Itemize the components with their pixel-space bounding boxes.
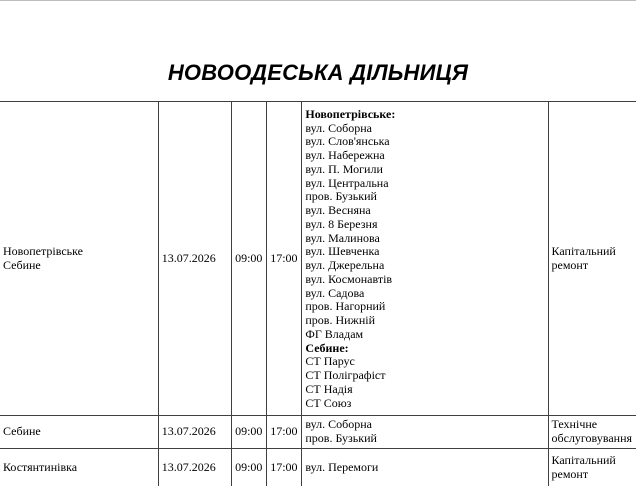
top-divider [0,0,636,1]
settlement-name: Новопетрівське [3,243,83,258]
start-time-cell: 09:00 [232,102,267,416]
street-item: вул. Набережна [305,148,385,162]
start-time-cell: 09:00 [232,449,267,486]
settlement-name: Себине [3,424,41,439]
street-item: вул. Перемоги [305,459,379,474]
streets-cell [302,449,548,486]
street-item: вул. Шевченка [305,244,380,259]
street-item: СТ Надія [305,381,353,396]
settlement-name: Костянтинівка [3,459,78,474]
end-time-cell: 17:00 [267,102,302,416]
settlement-name: Себине [3,257,41,272]
work-type-line: Технічне [551,417,598,432]
street-item: вул. Центральна [305,175,389,190]
street-item: СТ Союз [305,395,352,410]
settlement-cell [0,449,158,486]
outage-schedule-table [0,101,636,486]
date-cell: 13.07.2026 [158,416,231,449]
street-item: вул. Соборна [305,417,372,432]
work-type-line: ремонт [551,466,589,481]
streets-cell [302,416,548,449]
street-item: вул. 8 Березня [305,216,378,231]
street-item: вул. Джерельна [305,258,385,272]
street-item: вул. Садова [305,285,365,300]
work-type-cell [548,102,636,416]
end-time-cell: 17:00 [267,416,302,449]
work-type-cell [548,449,636,486]
streets-group-heading: Новопетрівське: [305,106,396,121]
street-item: пров. Бузький [305,189,377,204]
street-item: вул. Слов'янська [305,134,390,149]
work-type-cell [548,416,636,449]
street-item: пров. Нагорний [305,299,386,314]
table-row [0,416,636,449]
table-row [0,449,636,486]
work-type-line: Капітальний [551,452,616,467]
street-item: пров. Нижній [305,313,376,327]
street-item: вул. Весняна [305,203,371,217]
street-item: вул. Малинова [305,230,380,245]
page-title: НОВООДЕСЬКА ДІЛЬНИЦЯ [167,60,469,85]
work-type-line: Капітальний [551,243,616,258]
street-item: вул. Соборна [305,120,372,135]
work-type-line: обслуговування [551,431,633,445]
settlement-cell [0,416,158,449]
street-item: вул. П. Могили [305,161,383,176]
streets-cell [302,102,548,416]
street-item: СТ Поліграфіст [305,368,386,382]
table-row [0,102,636,416]
date-cell: 13.07.2026 [158,449,231,486]
street-item: СТ Парус [305,354,355,369]
end-time-cell: 17:00 [267,449,302,486]
date-cell: 13.07.2026 [158,102,231,416]
street-item: ФГ Владам [305,326,364,341]
street-item: пров. Бузький [305,431,377,445]
work-type-line: ремонт [551,257,589,272]
street-item: вул. Космонавтів [305,271,393,286]
start-time-cell: 09:00 [232,416,267,449]
settlement-cell [0,102,158,416]
streets-group-heading: Себине: [305,340,349,355]
